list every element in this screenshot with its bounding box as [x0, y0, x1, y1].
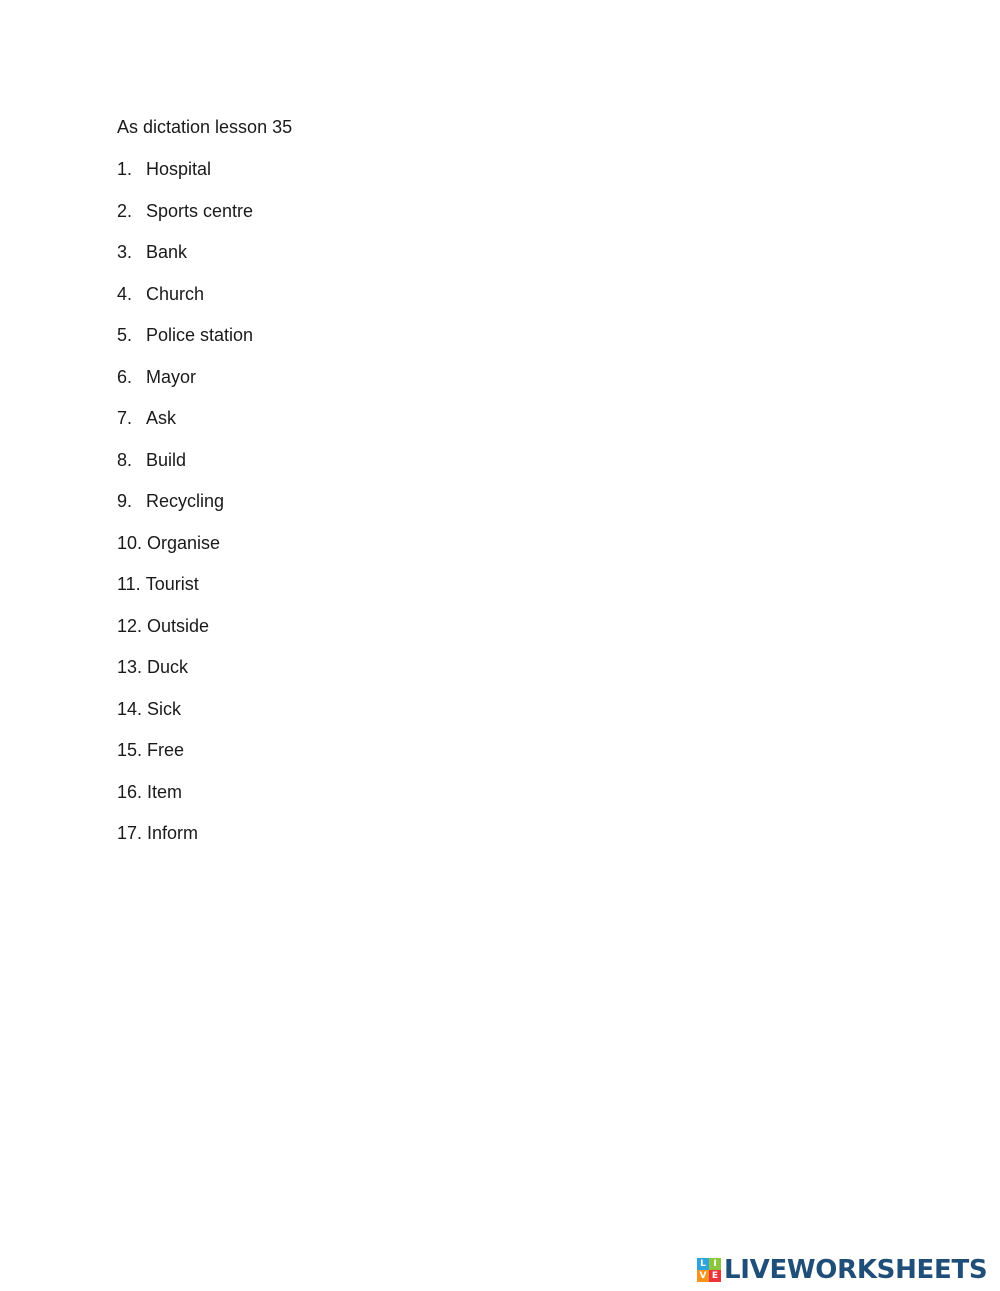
list-item	[117, 366, 253, 408]
item-word: Inform	[147, 823, 199, 843]
item-word: Build	[146, 449, 187, 470]
list-item	[117, 241, 253, 283]
list-item	[117, 407, 253, 449]
list-item	[117, 573, 253, 615]
item-number: 1.	[117, 159, 133, 179]
item-number: 8.	[117, 449, 133, 470]
item-number: 9.	[117, 491, 133, 511]
list-item	[117, 449, 253, 491]
list-item	[117, 200, 253, 242]
list-item	[117, 656, 253, 698]
item-word: Outside	[147, 615, 210, 636]
dictation-word-list	[117, 158, 253, 864]
list-item	[117, 698, 253, 740]
item-number: 17.	[117, 823, 143, 843]
item-number: 12.	[117, 615, 143, 636]
item-word: Police station	[146, 325, 254, 345]
item-word: Duck	[147, 657, 189, 677]
item-word: Tourist	[145, 574, 199, 594]
list-item	[117, 781, 253, 823]
item-number: 6.	[117, 366, 133, 387]
liveworksheets-logo-icon	[697, 1258, 721, 1282]
logo-tile-i: I	[709, 1258, 721, 1270]
logo-tile-v: V	[697, 1270, 709, 1282]
logo-tile-l: L	[697, 1258, 709, 1270]
item-word: Hospital	[146, 159, 212, 179]
item-number: 16.	[117, 781, 143, 802]
item-number: 14.	[117, 698, 143, 719]
item-word: Sports centre	[146, 200, 254, 221]
list-item	[117, 615, 253, 657]
item-number: 13.	[117, 657, 143, 677]
item-word: Free	[147, 740, 185, 760]
item-number: 15.	[117, 740, 143, 760]
item-number: 7.	[117, 408, 133, 428]
list-item	[117, 822, 253, 864]
item-number: 3.	[117, 242, 133, 262]
item-number: 2.	[117, 200, 133, 221]
item-word: Ask	[146, 408, 177, 428]
item-number: 4.	[117, 283, 133, 304]
item-word: Organise	[147, 532, 221, 553]
item-word: Mayor	[146, 366, 197, 387]
item-number: 10.	[117, 532, 143, 553]
item-word: Item	[147, 781, 183, 802]
item-word: Bank	[146, 242, 188, 262]
liveworksheets-watermark	[697, 1255, 987, 1285]
list-item	[117, 739, 253, 781]
list-item	[117, 324, 253, 366]
item-word: Recycling	[146, 491, 225, 511]
brand-wordmark: LIVEWORKSHEETS	[724, 1255, 988, 1285]
item-number: 5.	[117, 325, 133, 345]
list-item	[117, 532, 253, 574]
list-item	[117, 158, 253, 200]
list-item	[117, 490, 253, 532]
item-number: 11.	[117, 574, 141, 594]
item-word: Church	[146, 283, 205, 304]
list-item	[117, 283, 253, 325]
logo-tile-e: E	[709, 1270, 721, 1282]
document-title: As dictation lesson 35	[117, 117, 293, 137]
item-word: Sick	[147, 698, 182, 719]
